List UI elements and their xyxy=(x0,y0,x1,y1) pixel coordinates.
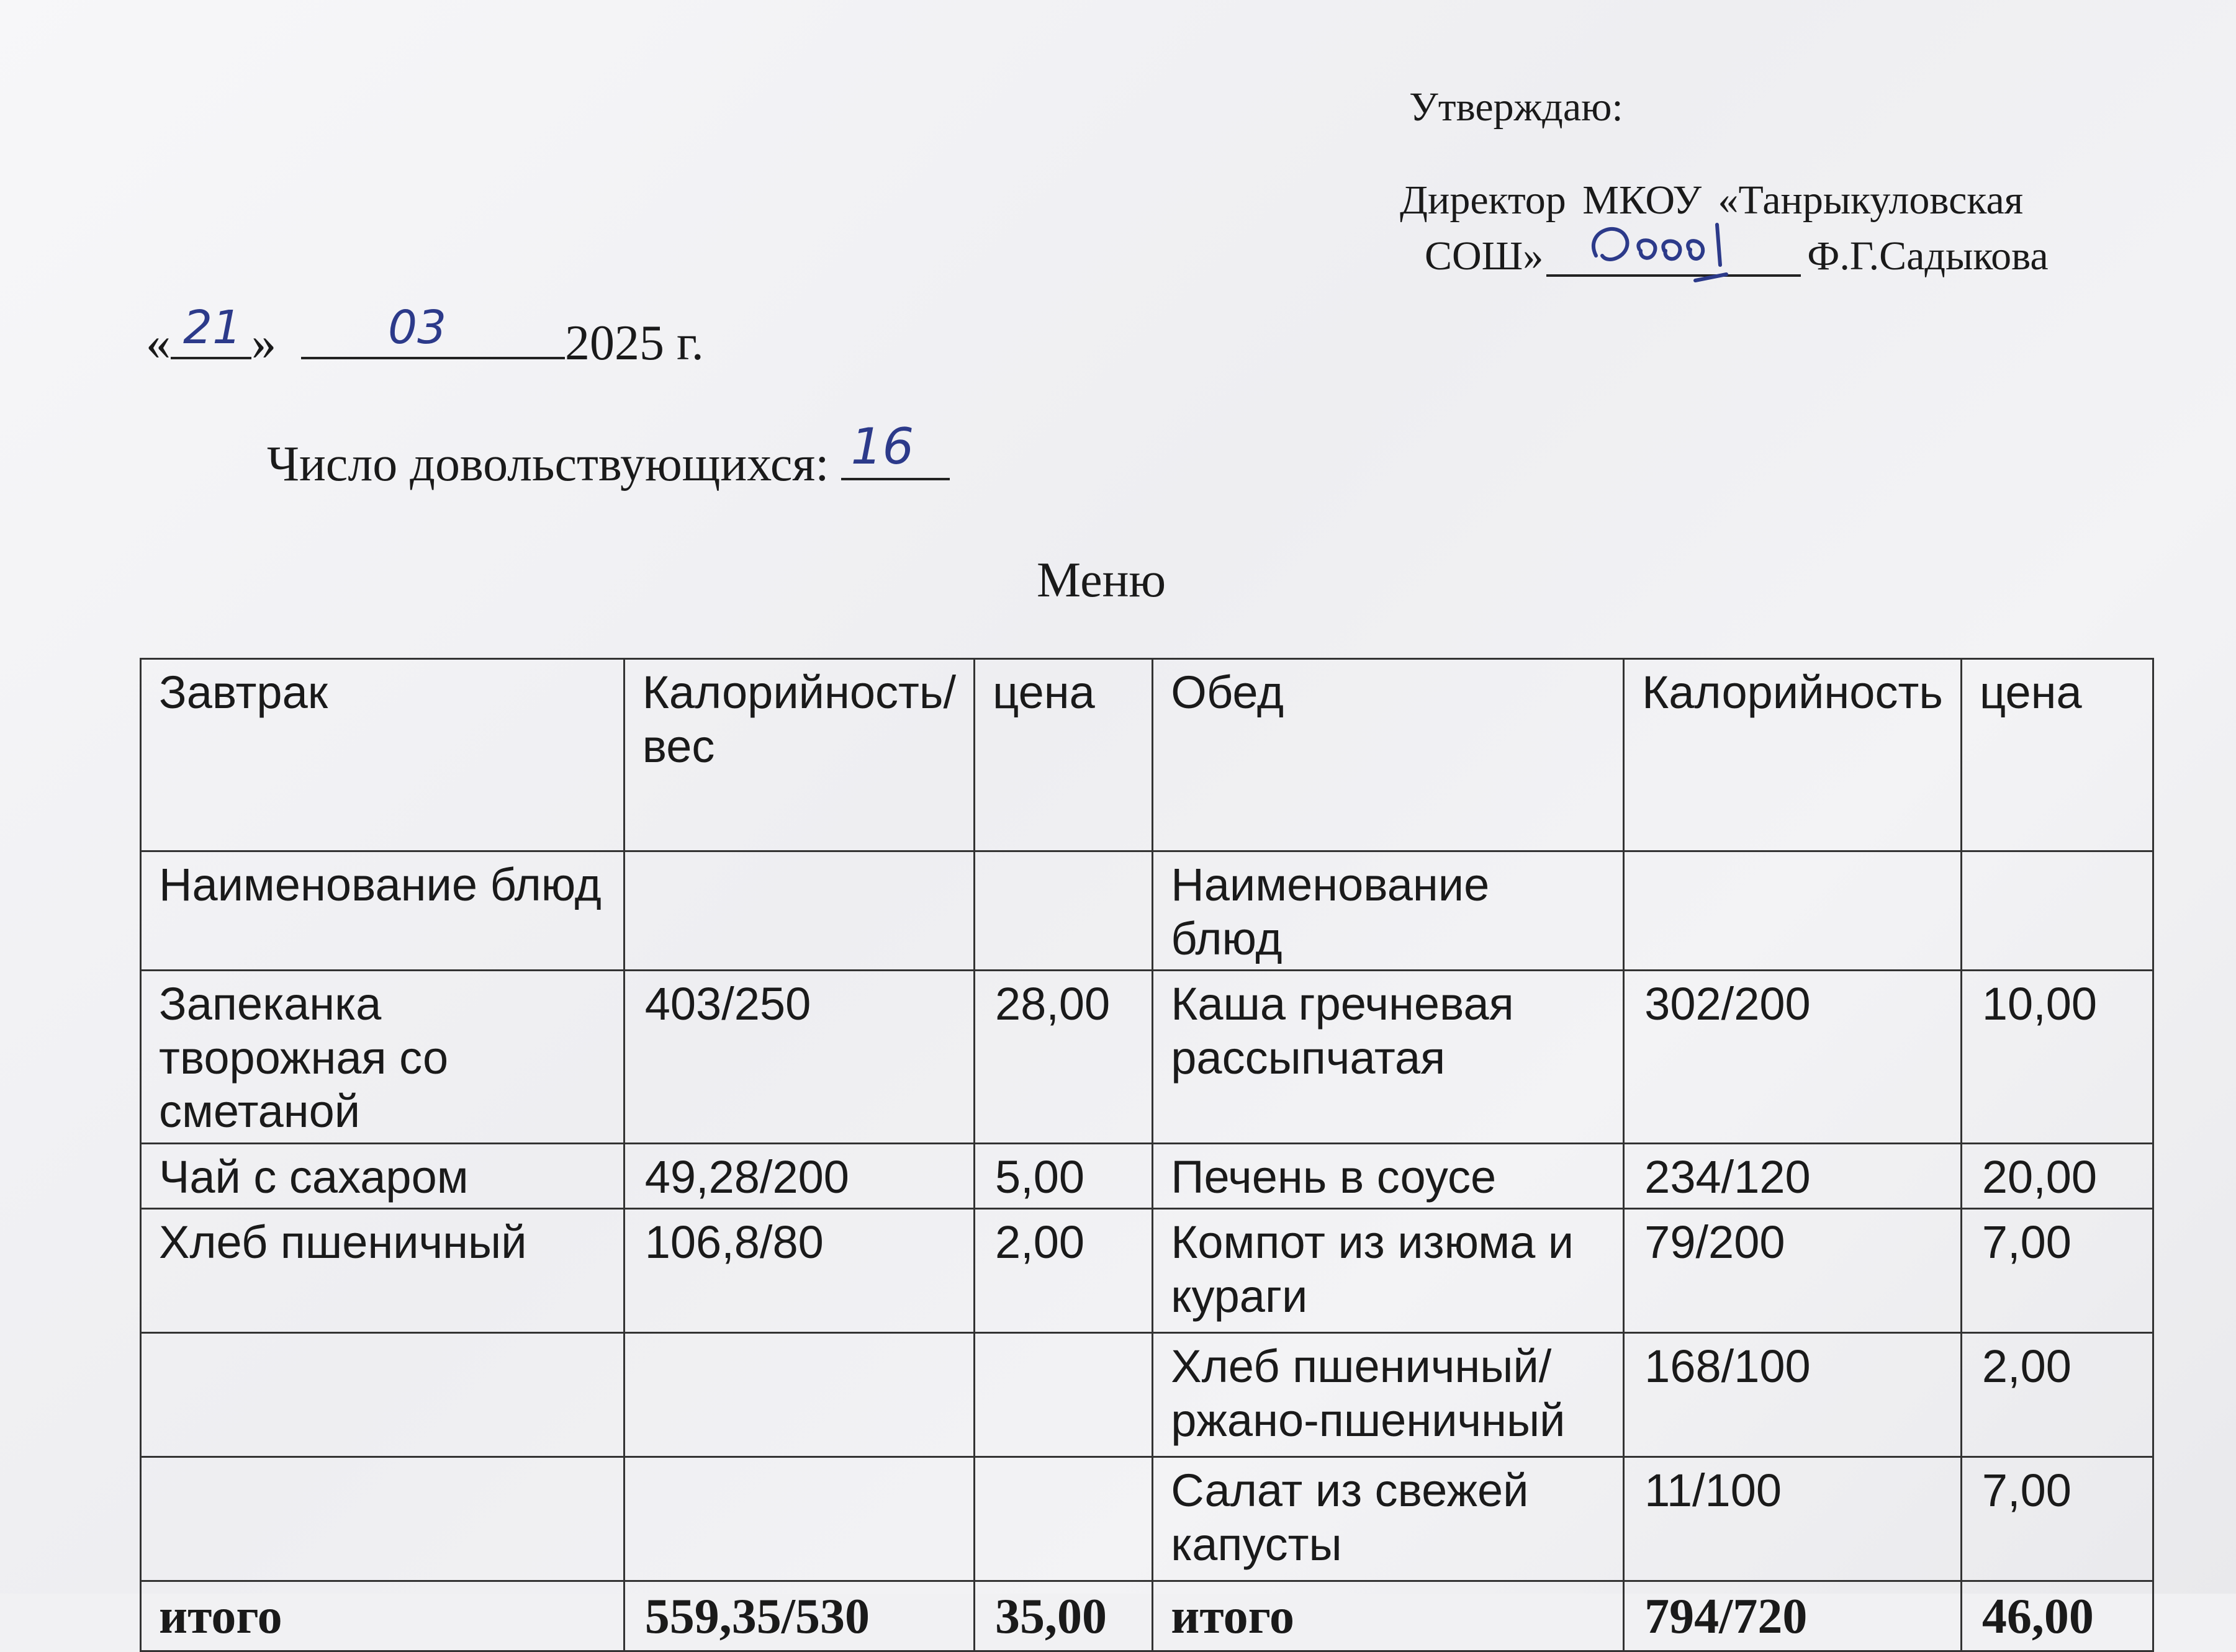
signature-line-row xyxy=(1425,233,2049,279)
table-header-row xyxy=(141,659,2153,851)
table-cell: 2,00 xyxy=(1961,1333,2153,1457)
date-close-quote: » xyxy=(251,316,276,370)
signature-blank xyxy=(1546,243,1801,277)
table-cell: Салат из свежей капусты xyxy=(1153,1457,1624,1581)
day-blank xyxy=(171,301,251,359)
total-label-lunch: итого xyxy=(1153,1581,1624,1651)
menu-table xyxy=(140,658,2154,1652)
table-cell: Каша гречневая рассыпчатая xyxy=(1153,971,1624,1144)
director-line: Директор МКОУ «Танрыкуловская xyxy=(1400,177,2024,223)
table-cell xyxy=(624,1457,974,1581)
table-row xyxy=(141,1143,2153,1209)
total-breakfast-calories: 559,35/530 xyxy=(624,1581,974,1651)
table-cell: 302/200 xyxy=(1624,971,1962,1144)
table-cell: 234/120 xyxy=(1624,1143,1962,1209)
table-cell: 79/200 xyxy=(1624,1209,1962,1333)
table-cell: 11/100 xyxy=(1624,1457,1962,1581)
table-cell: Хлеб пшеничный/ ржано-пшеничный xyxy=(1153,1333,1624,1457)
table-row xyxy=(141,1457,2153,1581)
document-date xyxy=(146,301,704,372)
total-lunch-price: 46,00 xyxy=(1961,1581,2153,1651)
table-cell xyxy=(975,851,1153,971)
diner-count-label: Число довольствующихся: xyxy=(267,437,829,492)
table-cell: Компот из изюма и кураги xyxy=(1153,1209,1624,1333)
table-cell xyxy=(141,1333,624,1457)
table-cell: Хлеб пшеничный xyxy=(141,1209,624,1333)
table-cell: 168/100 xyxy=(1624,1333,1962,1457)
menu-title: Меню xyxy=(1037,553,1166,608)
total-row xyxy=(141,1581,2153,1651)
table-cell: Запеканка творожная со сметаной xyxy=(141,971,624,1144)
signature-scribble-icon xyxy=(1571,206,1776,293)
table-cell: 2,00 xyxy=(975,1209,1153,1333)
month-value: 03 xyxy=(388,301,447,354)
table-row xyxy=(141,851,2153,971)
diner-count-value: 16 xyxy=(850,418,914,475)
total-breakfast-price: 35,00 xyxy=(975,1581,1153,1651)
table-cell: 10,00 xyxy=(1961,971,2153,1144)
header-lunch: Обед xyxy=(1153,659,1624,851)
date-open-quote: « xyxy=(146,316,171,370)
table-row xyxy=(141,1333,2153,1457)
table-cell: 20,00 xyxy=(1961,1143,2153,1209)
total-label-breakfast: итого xyxy=(141,1581,624,1651)
director-name: Ф.Г.Садыкова xyxy=(1807,233,2049,279)
table-cell: Чай с сахаром xyxy=(141,1143,624,1209)
header-calories-weight: Калорийность/вес xyxy=(624,659,974,851)
table-cell: 403/250 xyxy=(624,971,974,1144)
table-cell: 49,28/200 xyxy=(624,1143,974,1209)
table-cell: 28,00 xyxy=(975,971,1153,1144)
diner-count-blank xyxy=(841,418,950,480)
table-row xyxy=(141,1209,2153,1333)
date-year: 2025 г. xyxy=(565,316,704,370)
table-cell: 7,00 xyxy=(1961,1457,2153,1581)
table-cell: 5,00 xyxy=(975,1143,1153,1209)
table-cell: Наименование блюд xyxy=(141,851,624,971)
header-price: цена xyxy=(1961,659,2153,851)
header-price: цена xyxy=(975,659,1153,851)
header-calories: Калорийность xyxy=(1624,659,1962,851)
header-breakfast: Завтрак xyxy=(141,659,624,851)
diner-count xyxy=(267,418,950,493)
table-cell xyxy=(1624,851,1962,971)
month-blank xyxy=(301,301,565,359)
table-cell xyxy=(975,1457,1153,1581)
table-cell: 7,00 xyxy=(1961,1209,2153,1333)
school-suffix: СОШ» xyxy=(1425,233,1544,279)
table-cell xyxy=(624,1333,974,1457)
table-cell: Печень в соусе xyxy=(1153,1143,1624,1209)
total-lunch-calories: 794/720 xyxy=(1624,1581,1962,1651)
table-cell: Наименование блюд xyxy=(1153,851,1624,971)
approval-title: Утверждаю: xyxy=(1409,84,1623,130)
table-cell xyxy=(1961,851,2153,971)
table-cell xyxy=(624,851,974,971)
table-cell: 106,8/80 xyxy=(624,1209,974,1333)
day-value: 21 xyxy=(183,301,242,354)
table-cell xyxy=(141,1457,624,1581)
table-cell xyxy=(975,1333,1153,1457)
table-row xyxy=(141,971,2153,1144)
